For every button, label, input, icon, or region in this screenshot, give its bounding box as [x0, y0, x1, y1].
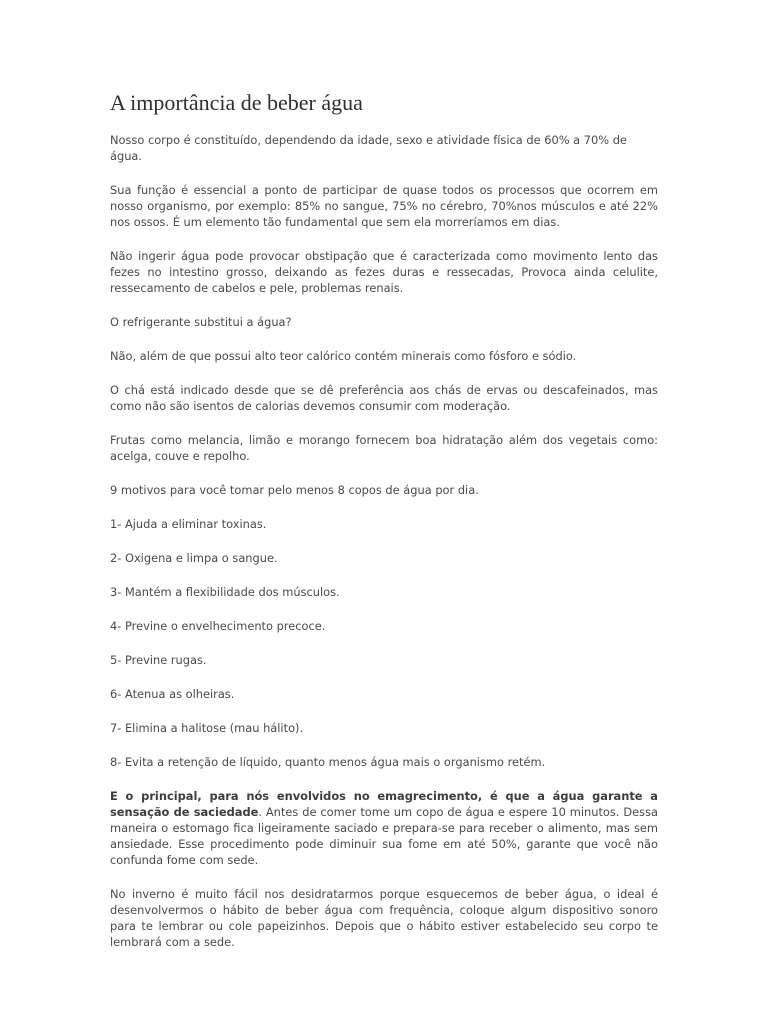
list-item: 4- Previne o envelhecimento precoce. — [110, 619, 326, 633]
satiety-rest-text: . Antes de comer tome um copo de água e espere 10 minutos. Dessa maneira o estomago fica ligeiramente saciado e prepara-se para receber o alimento, mas sem ansiedade. Esse procedimento pode diminuir sua fome em até 50%, garante que você não confunda fome com sede. — [110, 805, 658, 867]
paragraph-function: Sua função é essencial a ponto de participar de quase todos os processos que ocorrem em nosso organismo, por exemplo: 85% no sangue, 75% no cérebro, 70%nos músculos e até 22% nos ossos. É um elemento tão fundamental que sem ela morreríamos em dias. — [110, 183, 658, 229]
list-item: 1- Ajuda a eliminar toxinas. — [110, 517, 267, 531]
paragraph-intro: Nosso corpo é constituído, dependendo da idade, sexo e atividade física de 60% a 70% de água. — [110, 133, 627, 163]
paragraph-fruits: Frutas como melancia, limão e morango fornecem boa hidratação além dos vegetais como: acelga, couve e repolho. — [110, 433, 658, 463]
document-page — [110, 88, 658, 968]
list-item: 5- Previne rugas. — [110, 653, 207, 667]
list-item: 7- Elimina a halitose (mau hálito). — [110, 721, 304, 735]
list-item: 3- Mantém a flexibilidade dos músculos. — [110, 585, 340, 599]
paragraph-question: O refrigerante substitui a água? — [110, 315, 292, 329]
paragraph-obstipation: Não ingerir água pode provocar obstipação que é caracterizada como movimento lento das fezes no intestino grosso, deixando as fezes duras e ressecadas, Provoca ainda celulite, ressecamento de cabelos e pele, problemas renais. — [110, 249, 658, 295]
paragraph-satiety — [110, 788, 658, 868]
list-item: 2- Oxigena e limpa o sangue. — [110, 551, 278, 565]
list-item: 6- Atenua as olheiras. — [110, 687, 235, 701]
paragraph-tea: O chá está indicado desde que se dê preferência aos chás de ervas ou descafeinados, mas como não são isentos de calorias devemos consumir com moderação. — [110, 383, 658, 413]
paragraph-winter: No inverno é muito fácil nos desidratarmos porque esquecemos de beber água, o ideal é desenvolvermos o hábito de beber água com frequência, coloque algum dispositivo sonoro para te lembrar ou cole papeizinhos. Depois que o hábito estiver estabelecido seu corpo te lembrará com a sede. — [110, 887, 658, 949]
paragraph-answer: Não, além de que possui alto teor calórico contém minerais como fósforo e sódio. — [110, 349, 577, 363]
paragraph-reasons-heading: 9 motivos para você tomar pelo menos 8 copos de água por dia. — [110, 483, 479, 497]
list-item: 8- Evita a retenção de líquido, quanto menos água mais o organismo retém. — [110, 755, 546, 769]
document-title: A importância de beber água — [110, 90, 363, 115]
satiety-bold-text: E o principal, para nós envolvidos no emagrecimento, é que a água garante a sensação de saciedade — [110, 789, 658, 819]
